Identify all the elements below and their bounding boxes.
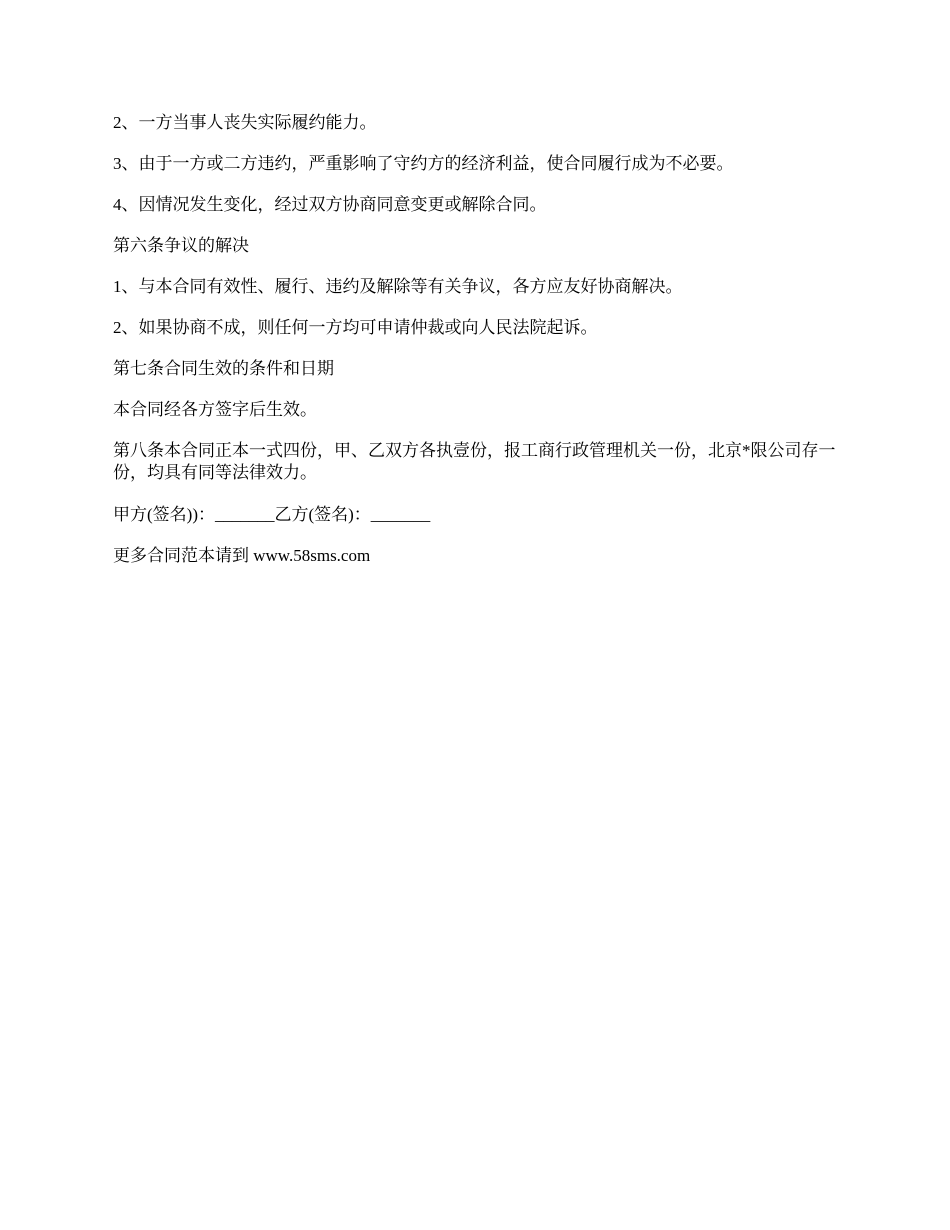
article-6-heading: 第六条争议的解决	[113, 236, 249, 255]
footer-more-templates: 更多合同范本请到 www.58sms.com	[113, 546, 371, 565]
document-body	[113, 112, 837, 586]
clause-item-4-change: 4、因情况发生变化，经过双方协商同意变更或解除合同。	[113, 195, 547, 214]
clause-item-2-incapacity: 2、一方当事人丧失实际履约能力。	[113, 113, 377, 132]
article-6-item-1: 1、与本合同有效性、履行、违约及解除等有关争议，各方应友好协商解决。	[113, 277, 683, 296]
article-8-body: 第八条本合同正本一式四份，甲、乙双方各执壹份，报工商行政管理机关一份，北京*限公司存一份，均具有同等法律效力。	[113, 441, 836, 482]
signature-line: 甲方(签名))：_______乙方(签名)：_______	[113, 505, 431, 524]
article-7-heading: 第七条合同生效的条件和日期	[113, 359, 334, 378]
article-6-item-2: 2、如果协商不成，则任何一方均可申请仲裁或向人民法院起诉。	[113, 318, 598, 337]
clause-item-3-breach: 3、由于一方或二方违约，严重影响了守约方的经济利益，使合同履行成为不必要。	[113, 154, 734, 173]
article-7-body: 本合同经各方签字后生效。	[113, 400, 317, 419]
